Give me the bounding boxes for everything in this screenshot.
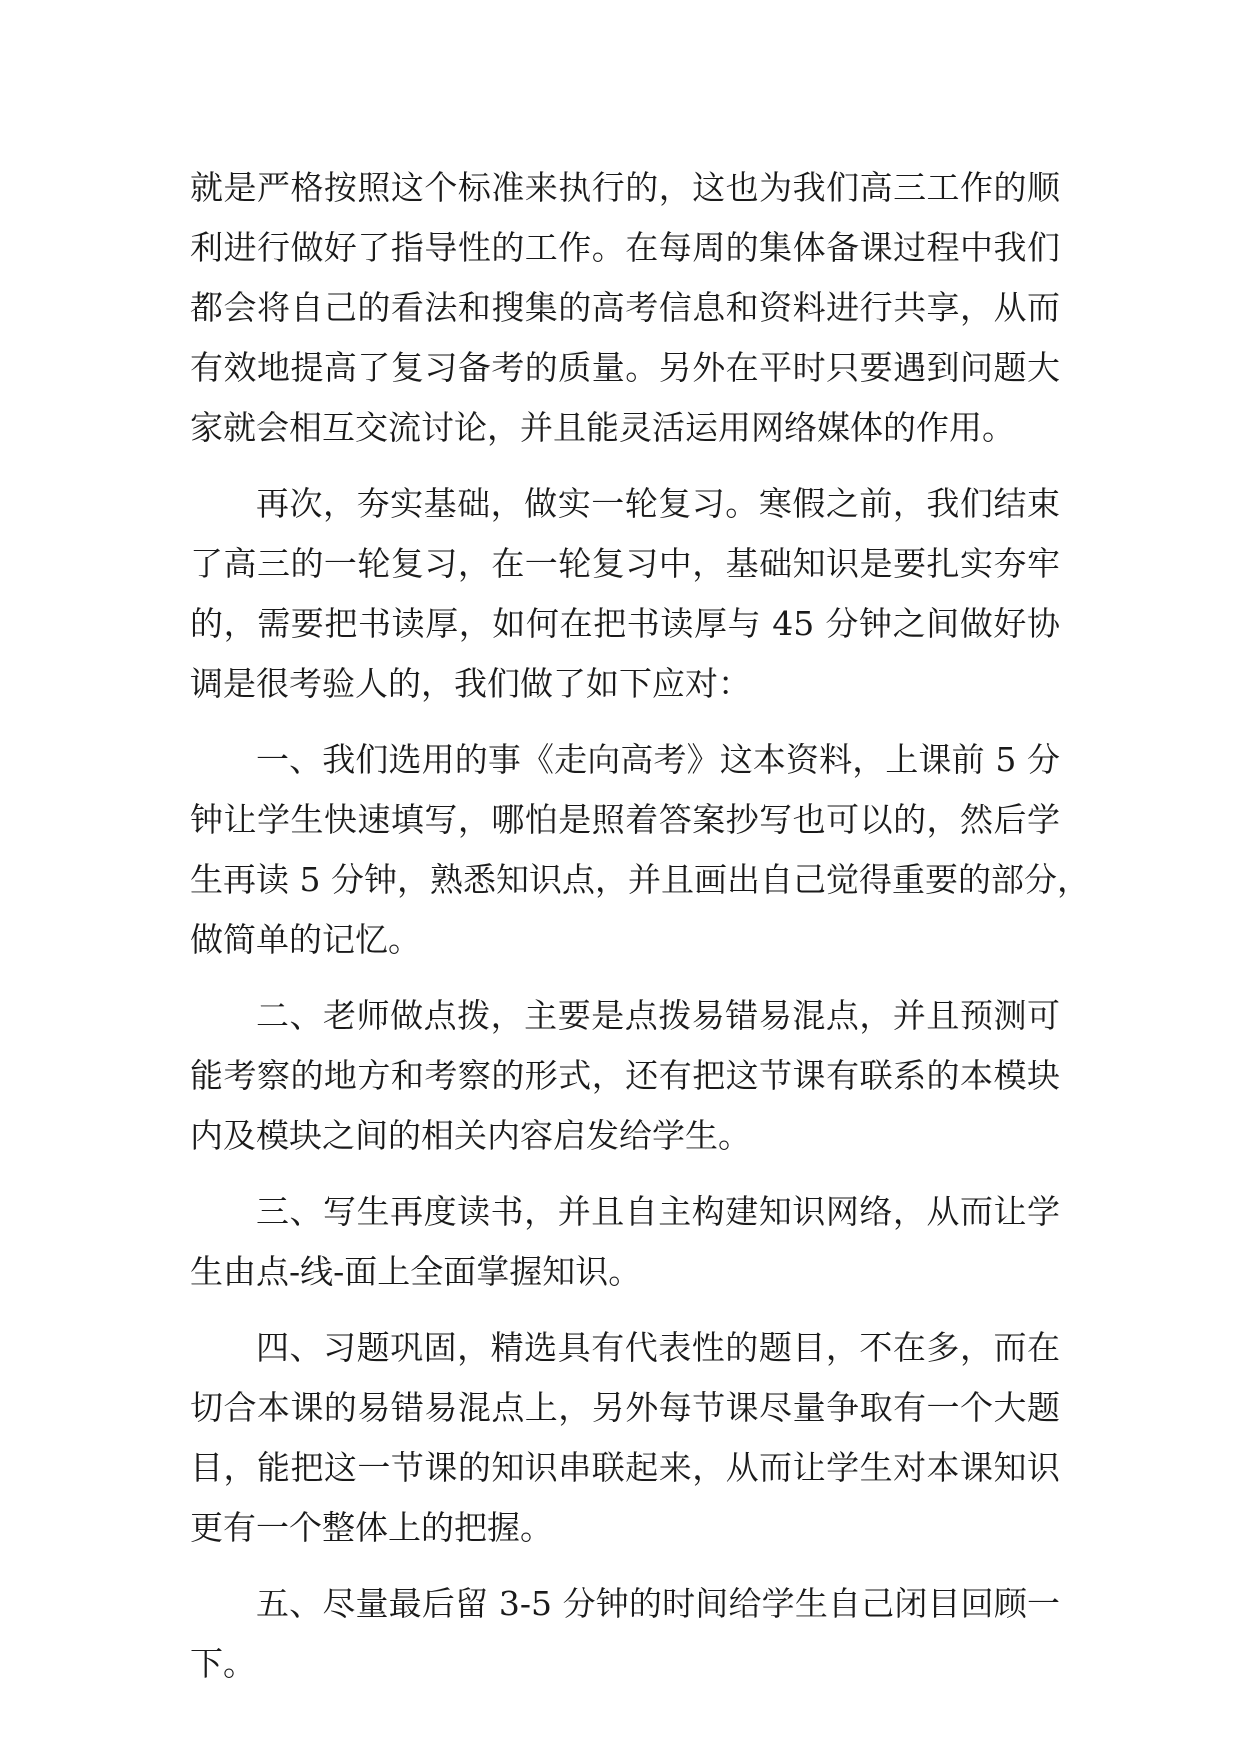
text-line: 了高三的一轮复习，在一轮复习中，基础知识是要扎实夯牢 — [190, 544, 1060, 583]
paragraph — [190, 730, 1090, 970]
text-line: 有效地提高了复习备考的质量。另外在平时只要遇到问题大 — [190, 348, 1060, 387]
text-line: 利进行做好了指导性的工作。在每周的集体备课过程中我们 — [190, 228, 1060, 267]
text-line: 生再读 5 分钟，熟悉知识点，并且画出自己觉得重要的部分， — [190, 860, 1090, 899]
text-line: 能考察的地方和考察的形式，还有把这节课有联系的本模块 — [190, 1056, 1060, 1095]
text-line: 再次，夯实基础，做实一轮复习。寒假之前，我们结束 — [256, 484, 1060, 523]
text-line: 二、老师做点拨，主要是点拨易错易混点，并且预测可 — [256, 996, 1060, 1035]
text-line: 钟让学生快速填写，哪怕是照着答案抄写也可以的，然后学 — [190, 800, 1060, 839]
paragraph — [190, 1574, 1060, 1694]
paragraph — [190, 158, 1060, 458]
text-line: 下。 — [190, 1644, 256, 1683]
text-line: 五、尽量最后留 3-5 分钟的时间给学生自己闭目回顾一 — [256, 1584, 1060, 1623]
paragraph — [190, 1182, 1060, 1302]
text-line: 调是很考验人的，我们做了如下应对： — [190, 664, 751, 703]
text-line: 生由点-线-面上全面掌握知识。 — [190, 1252, 642, 1291]
text-line: 就是严格按照这个标准来执行的，这也为我们高三工作的顺 — [190, 168, 1060, 207]
text-line: 切合本课的易错易混点上，另外每节课尽量争取有一个大题 — [190, 1388, 1060, 1427]
text-line: 一、我们选用的事《走向高考》这本资料，上课前 5 分 — [256, 740, 1060, 779]
text-line: 家就会相互交流讨论，并且能灵活运用网络媒体的作用。 — [190, 408, 1015, 447]
text-line: 更有一个整体上的把握。 — [190, 1508, 553, 1547]
text-line: 四、习题巩固，精选具有代表性的题目，不在多，而在 — [256, 1328, 1060, 1367]
paragraph — [190, 1318, 1060, 1558]
text-line: 做简单的记忆。 — [190, 920, 421, 959]
text-line: 三、写生再度读书，并且自主构建知识网络，从而让学 — [256, 1192, 1060, 1231]
text-line: 的，需要把书读厚，如何在把书读厚与 45 分钟之间做好协 — [190, 604, 1060, 643]
paragraph — [190, 986, 1060, 1166]
text-line: 内及模块之间的相关内容启发给学生。 — [190, 1116, 751, 1155]
body-text — [190, 158, 1090, 1694]
text-line: 都会将自己的看法和搜集的高考信息和资料进行共享，从而 — [190, 288, 1060, 327]
paragraph — [190, 474, 1060, 714]
text-line: 目，能把这一节课的知识串联起来，从而让学生对本课知识 — [190, 1448, 1060, 1487]
